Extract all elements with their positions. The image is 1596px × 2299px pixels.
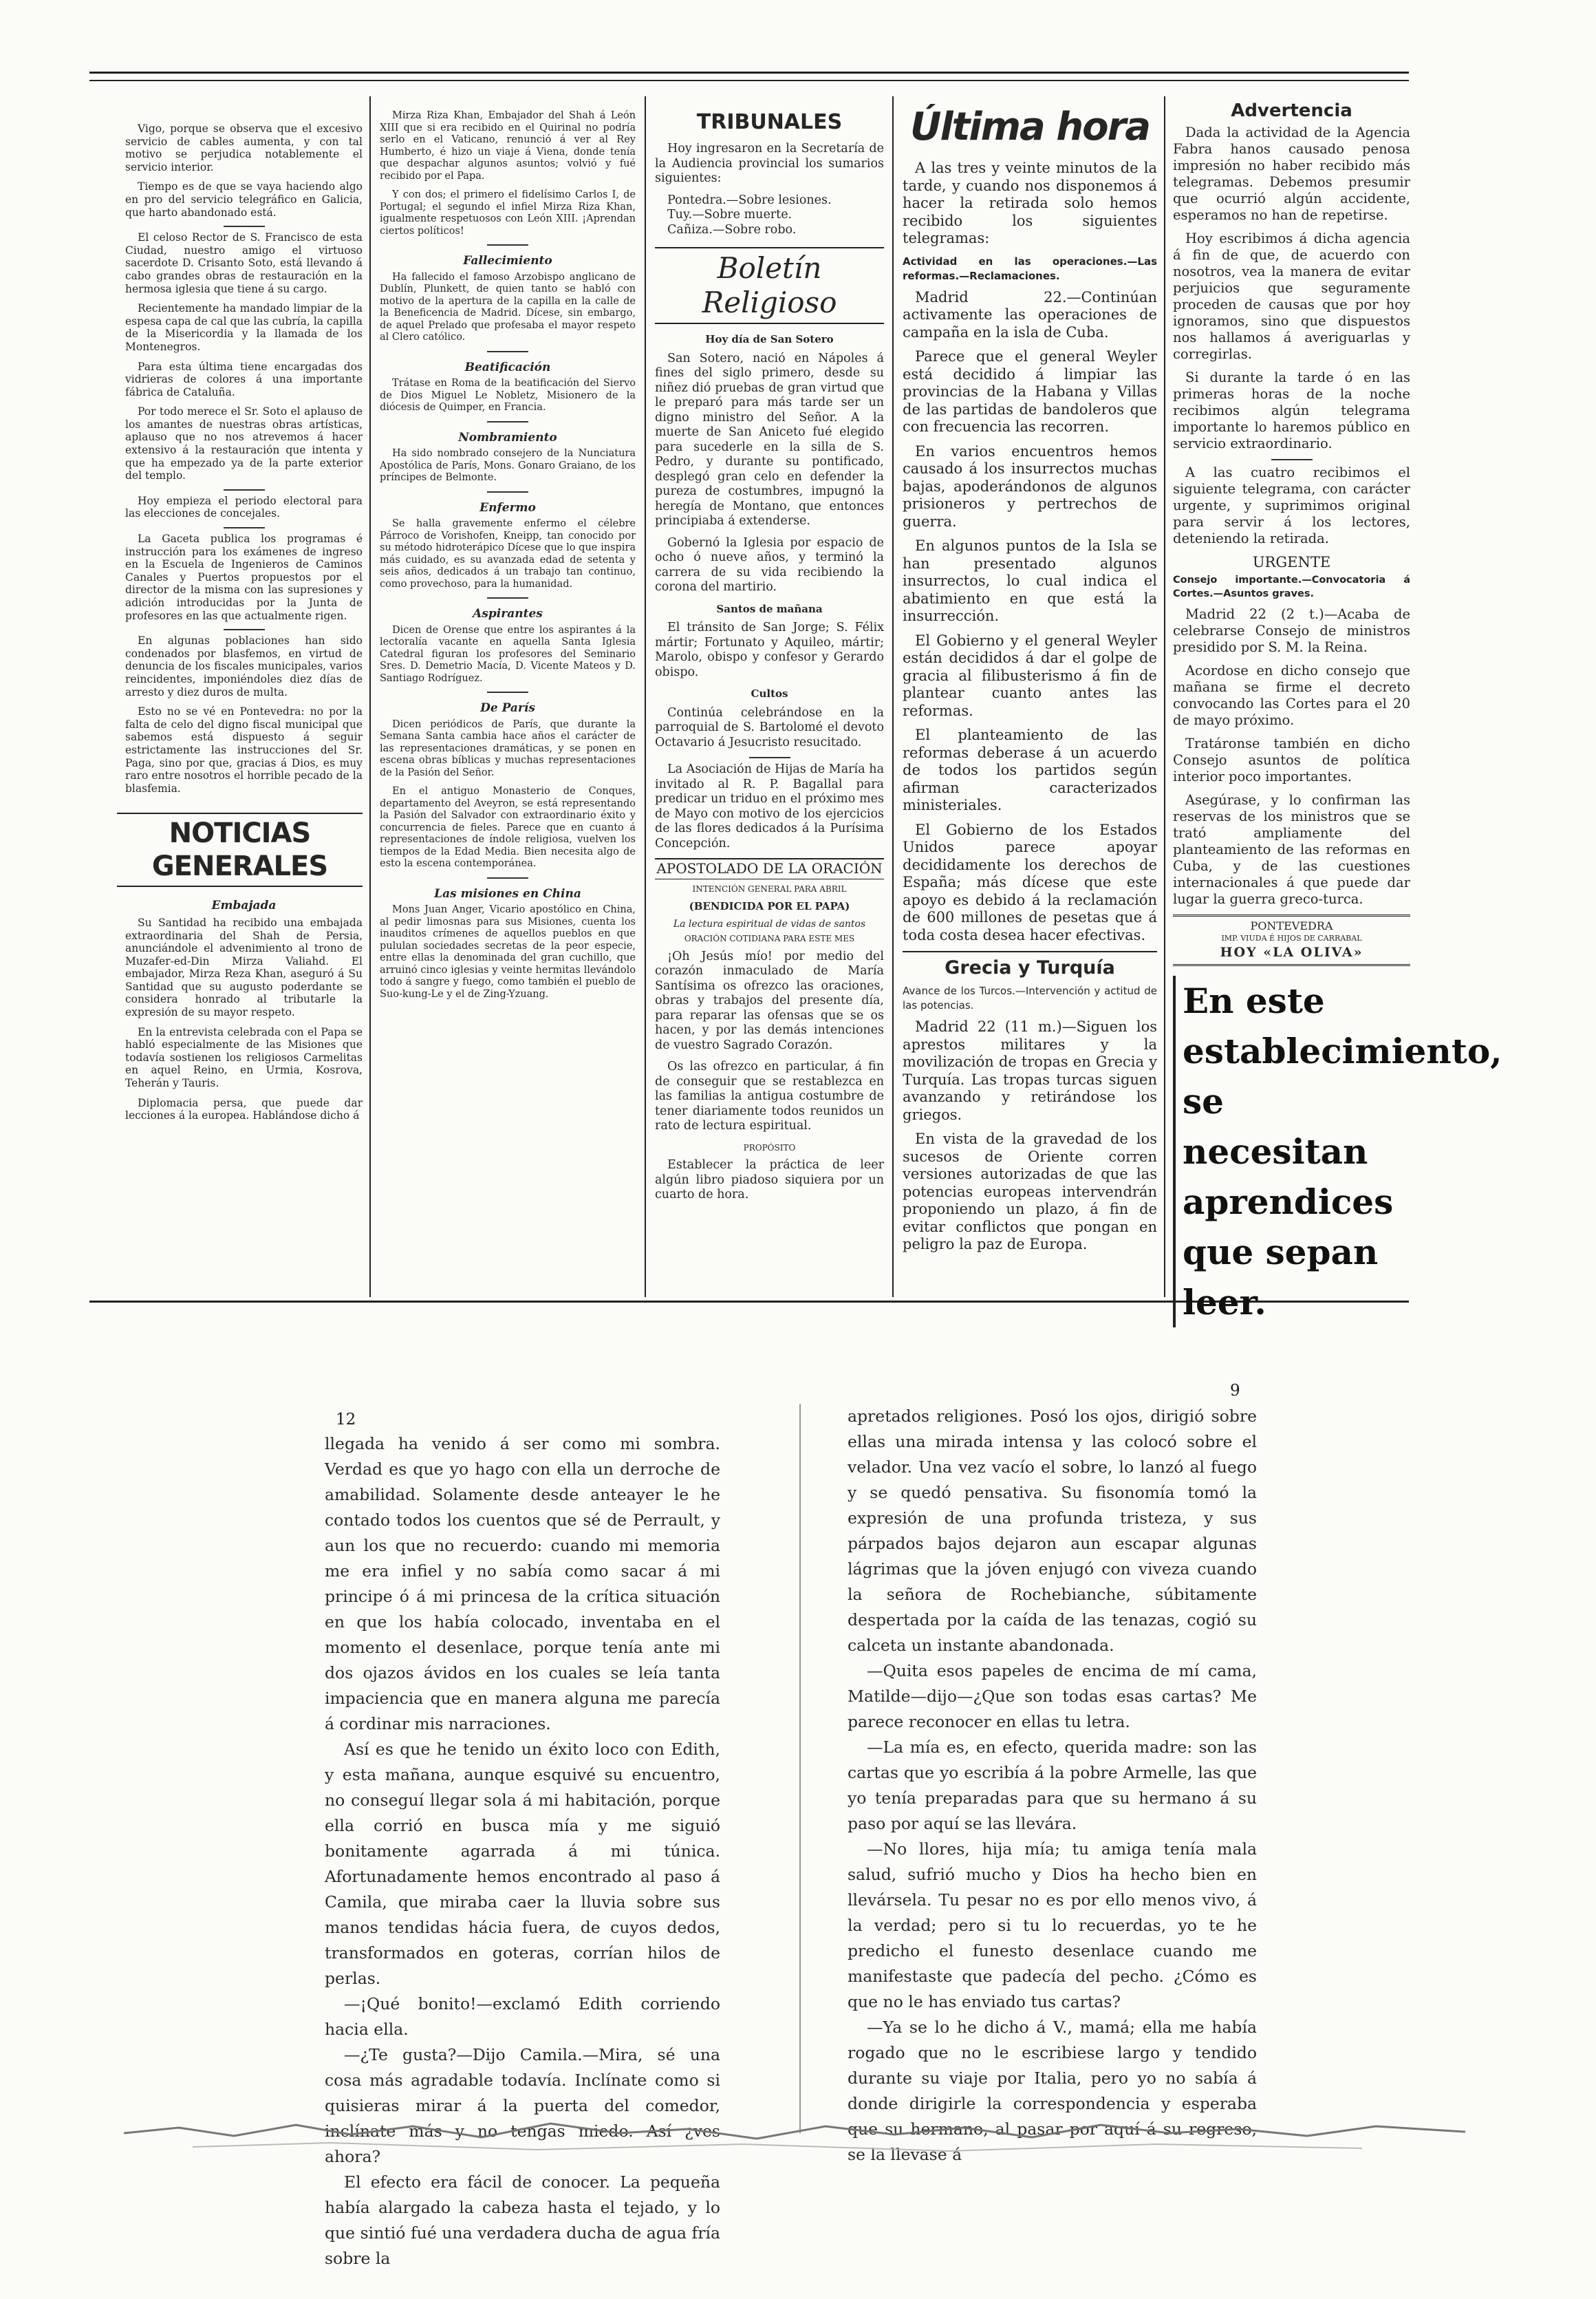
section-title-ultima-hora: Última hora xyxy=(909,105,1150,149)
paragraph: Dicen de Orense que entre los aspirantes á la lectoralía vacante en aquella Santa Iglesia Catedral figuran los profesores del Seminario Sres. D. Demetrio Macía, D. Vicente Mateos y D. Santiago Rodríguez. xyxy=(380,624,636,684)
paragraph: Os las ofrezco en particular, á fin de conseguir que se restablezca en las familias la antigua costumbre de tener diariamente todos reunidos un rato de lectura espiritual. xyxy=(655,1060,884,1133)
separator xyxy=(487,421,528,423)
paragraph: Diplomacia persa, que puede dar lecciones á la europea. Hablándose dicho á xyxy=(125,1096,363,1122)
paragraph: Y con dos; el primero el fidelísimo Carlos I, de Portugal; el segundo el infiel Mirza Riza Khan, igualmente respetuosos con León XIII. ¡Aprendan ciertos políticos! xyxy=(380,189,636,237)
separator xyxy=(1271,459,1313,460)
paragraph: Hoy empieza el periodo electoral para las elecciones de concejales. xyxy=(125,494,363,520)
paragraph: —¿Te gusta?—Dijo Camila.—Mira, sé una cosa más agradable todavía. Inclínate como si quisieras mirar á la puerta del comedor, inclínate más y no tengas miedo. Así ¿ves ahora? xyxy=(325,2045,720,2166)
paragraph: En algunas poblaciones han sido condenados por blasfemos, en virtud de denuncia de los fiscales municipales, varios reincidentes, imponiéndoles diez días de arresto y diez duros de multa. xyxy=(125,634,363,698)
paragraph: —La mía es, en efecto, querida madre: son las cartas que yo escribía á la pobre Armelle, las que yo tenía preparadas para que su hermano á su paso por aquí se las llevára. xyxy=(848,1737,1257,1833)
paragraph: Dicen periódicos de París, que durante la Semana Santa cambia hace años el carácter de las representaciones dramáticas, y se ponen en escena obras bíblicas y muchas representaciones de la Pasión del Señor. xyxy=(380,718,636,778)
top-rule xyxy=(89,72,1409,74)
paragraph: Vigo, porque se observa que el excesivo servicio de cables aumenta, y con tal motivo se perjudica notablemente el servicio interior. xyxy=(125,122,363,173)
list-item: Pontedra.—Sobre lesiones. xyxy=(667,193,832,207)
paragraph: Madrid 22 (2 t.)—Acaba de celebrarse Consejo de ministros presidido por S. M. la Reina. xyxy=(1173,606,1410,655)
page-number-right: 9 xyxy=(1230,1382,1240,1400)
paragraph: El Gobierno y el general Weyler están decididos á dar el golpe de gracia al filibusterismo á fin de plantear cuanto antes las reformas. xyxy=(903,632,1157,719)
paragraph: Así es que he tenido un éxito loco con Edith, y esta mañana, aunque esquivé su encuentro, no conseguí llegar sola á mi habitación, porque ella corrió en busca mía y me siguió bonitamente agarrada á mi túnica. Afortunadamente hemos encontrado al paso á Camila, que miraba caer la lluvia sobre sus manos tendidas hácia fuera, de cuyos dedos, transformados en goteras, corrían hilos de perlas. xyxy=(325,1740,720,1988)
section-title-grecia: Grecia y Turquía xyxy=(903,951,1157,980)
paragraph: A las tres y veinte minutos de la tarde, y cuando nos disponemos á hacer la retirada solo hemos recibido los siguientes telegramas: xyxy=(903,160,1157,246)
paragraph: Mirza Riza Khan, Embajador del Shah á León XIII que si era recibido en el Quirinal no podría serlo en el Vaticano, renunció á ver al Rey Humberto, é hizo un viaje á Viena, donde tenía que despachar algunos asuntos; volvió y fué recibido por el Papa. xyxy=(380,110,636,182)
paragraph: Esto no se vé en Pontevedra: no por la falta de celo del digno fiscal municipal que sabemos está dispuesto á seguir estrictamente las instrucciones del Sr. Paga, sino por que, gracias á Dios, es muy raro entre nosotros el horrible pecado de la blasfemia. xyxy=(125,705,363,795)
separator xyxy=(487,877,528,879)
subheading-small: (BENDICIDA POR EL PAPA) xyxy=(689,900,850,912)
paragraph: La Gaceta publica los programas é instrucción para los exámenes de ingreso en la Escuela de Ingenieros de Caminos Canales y Puertos propuestos por el director de la misma con las supresiones y adición introducidas por la Junta de profesores en las que actualmente rigen. xyxy=(125,533,363,622)
list-item: Cañiza.—Sobre robo. xyxy=(667,222,797,237)
column-divider-2 xyxy=(645,96,646,1297)
top-rule-2 xyxy=(89,80,1409,81)
paragraph: Se halla gravemente enfermo el célebre Párroco de Vorishofen, Kneipp, tan conocido por su método hidroterápico Dícese que lo que inspira más cuidado, es su avanzada edad de setenta y seis años, dedicados á un trabajo tan continuo, como provechoso, para la humanidad. xyxy=(380,518,636,590)
subheading: Santos de mañana xyxy=(716,602,823,615)
summary-line: Avance de los Turcos.—Intervención y actitud de las potencias. xyxy=(903,985,1157,1012)
subheading-small: ORACIÓN COTIDIANA PARA ESTE MES xyxy=(684,934,855,943)
subheading: Beatificación xyxy=(464,360,551,374)
separator xyxy=(749,757,790,758)
section-title-noticias: NOTICIAS GENERALES xyxy=(117,813,363,887)
section-title-tribunales: TRIBUNALES xyxy=(696,110,843,134)
paragraph: llegada ha venido á ser como mi sombra. Verdad es que yo hago con ella un derroche de amabilidad. Solamente desde anteayer le he contado todos los cuentos que sé de Perrault, y aun los que no recuerdo: cuando mi memoria me era infiel y no sabía como sacar á mi principe ó á mi princesa de la crítica situación en que los había colocado, inventaba en el momento el desenlace, porque tenía ante mi dos ojazos ávidos en los cuales se leía tanta impaciencia que en manera alguna me parecía á cordinar mis narraciones. xyxy=(325,1434,720,1733)
subheading-embajada: Embajada xyxy=(211,899,277,913)
column-divider-3 xyxy=(892,96,894,1297)
paragraph: A las cuatro recibimos el siguiente telegrama, con carácter urgente, y suprimimos original para servir á los lectores, deteniendo la retirada. xyxy=(1173,464,1410,546)
paragraph: Hoy escribimos á dicha agencia á fin de que, de acuerdo con nosotros, vea la manera de evitar perjuicios que seguramente proceden de causas que por hoy ignoramos, sino que dispuestos nos hallamos á averiguarlas y corregirlas. xyxy=(1173,231,1410,362)
paragraph: Madrid 22 (11 m.)—Siguen los aprestos militares y la movilización de tropas en Grecia y Turquía. Las tropas turcas siguen avanzando y retirándose los griegos. xyxy=(903,1018,1157,1123)
column-divider-4 xyxy=(1164,96,1165,1297)
subheading: Fallecimiento xyxy=(463,254,552,268)
paragraph: Recientemente ha mandado limpiar de la espesa capa de cal que las cubría, la capilla de la Misericordia y la llamada de los Montenegros. xyxy=(125,302,363,353)
paragraph: Hoy ingresaron en la Secretaría de la Audiencia provincial los sumarios siguientes: xyxy=(655,142,884,185)
paragraph: Para esta última tiene encargadas dos vidrieras de colores á una importante fábrica de Cataluña. xyxy=(125,360,363,398)
separator xyxy=(487,491,528,493)
subheading-small: La lectura espiritual de vidas de santos xyxy=(673,918,866,930)
subheading-small: PROPÓSITO xyxy=(743,1142,796,1153)
column-divider-1 xyxy=(369,96,371,1297)
paragraph: —No llores, hija mía; tu amiga tenía mala salud, sufrió mucho y Dios ha hecho bien en llevársela. Tu pesar no es por ello menos vivo, á la verdad; pero si tu lo recuerdas, yo te he predicho el funesto desenlace cuando me manifestaste que padecía del pecho. ¿Cómo es que no le has enviado tus cartas? xyxy=(848,1839,1257,2011)
paragraph: Continúa celebrándose en la parroquial de S. Bartolomé el devoto Octavario á Jesucristo resucitado. xyxy=(655,705,884,749)
paragraph: En algunos puntos de la Isla se han presentado algunos insurrectos, lo cual indica el abatimiento en que está la insurrección. xyxy=(903,537,1157,624)
column-5 xyxy=(1173,100,1502,1327)
paragraph: El Gobierno de los Estados Unidos parece apoyar decididamente los derechos de España; más dícese que este apoyo es debido á la reclamación de 600 millones de pesetas que á toda costa desea hacer efectivas. xyxy=(903,821,1157,943)
column-3 xyxy=(655,110,884,1210)
subheading-apostolado: APOSTOLADO DE LA ORACIÓN xyxy=(655,858,884,879)
paragraph: Parece que el general Weyler está decidido á limpiar las provincias de la Habana y Villas de las partidas de bandoleros que con frecuencia las recorren. xyxy=(903,348,1157,435)
paragraph: San Sotero, nació en Nápoles á fines del siglo primero, desde su niñez dió pruebas de gran virtud que le preparó para más tarde ser un digno ministro del Señor. A la muerte de San Aniceto fué elegido para sucederle en la silla de S. Pedro, y durante su pontificado, desplegó gran celo en defender la pureza de costumbres, impugnó la heregía de Montano, que entonces principiaba á extenderse. xyxy=(655,351,884,528)
separator xyxy=(487,244,528,246)
book-page-right xyxy=(848,1404,1257,2168)
imprint xyxy=(1173,915,1410,966)
paragraph: El tránsito de San Jorge; S. Félix mártir; Fortunato y Aquileo, mártir; Marolo, obispo y confesor y Gerardo obispo. xyxy=(655,621,884,679)
paragraph: apretados religiones. Posó los ojos, dirigió sobre ellas una mirada intensa y las colocó sobre el velador. Una vez vacío el sobre, lo lanzó al fuego y se quedó pensativa. Su fisonomía tomó la expresión de una profunda tristeza, y sus párpados bajos dejaron aun escapar algunas lágrimas que la jóven enjugó con viveza cuando la señora de Rochebianche, súbitamente despertada por la caída de las tenazas, cogió su calceta un instante abandonada. xyxy=(848,1407,1257,1655)
column-1 xyxy=(125,122,363,1129)
subheading-urgente: URGENTE xyxy=(1252,554,1331,570)
paragraph: En el antiguo Monasterio de Conques, departamento del Aveyron, se está representando la Pasión del Salvador con extraordinario éxito y concurrencia de fieles. Parece que en cuanto á representaciones de índole religiosa, vuelven los tiempos de la Edad Media. Bien necesita algo de esto la escena contemporánea. xyxy=(380,786,636,869)
subheading-small: INTENCIÓN GENERAL PARA ABRIL xyxy=(692,884,847,894)
page-number-left: 12 xyxy=(336,1411,356,1429)
torn-edge xyxy=(124,2092,1465,2174)
paragraph: Dada la actividad de la Agencia Fabra hanos causado penosa impresión no haber recibido más telegramas. Debemos presumir que ocurrió algún accidente, esperamos no han de repetirse. xyxy=(1173,125,1410,223)
paragraph: —Quita esos papeles de encima de mí cama, Matilde—dijo—¿Que son todas esas cartas? Me parece reconocer en ellas tu letra. xyxy=(848,1661,1257,1731)
imprint-city: PONTEVEDRA xyxy=(1250,919,1333,932)
paragraph: Por todo merece el Sr. Soto el aplauso de los amantes de nuestras obras artísticas, aplauso que no nos atrevemos á hacer extensivo á la restauración que intenta y que ha empezado ya de la parte exterior del templo. xyxy=(125,405,363,482)
separator xyxy=(224,629,265,630)
paragraph: Su Santidad ha recibido una embajada extraordinaria del Shah de Persia, anunciándole el advenimiento al trono de Muzafer-ed-Din Mirza Valiahd. El embajador, Mirza Reza Khan, aseguró á Su Santidad que su augusto poderdante se considera honrado al tributarle la expresión de su mayor respeto. xyxy=(125,916,363,1019)
paragraph: Mons Juan Anger, Vicario apostólico en China, al pedir limosnas para sus Misiones, cuenta los inauditos crímenes de aquellos pueblos en que pululan sociedades secretas de la peor especie, entre ellas la denominada del gran cuchillo, que arruinó cinco iglesias y veinte hermitas llevándolo todo á sangre y fuego, como también el pueblo de Suo-kung-Le y el de Zing-Yzuang. xyxy=(380,904,636,1000)
subheading: Las misiones en China xyxy=(434,886,581,901)
separator xyxy=(487,351,528,352)
separator xyxy=(487,692,528,693)
paragraph: Asegúrase, y lo confirman las reservas de los ministros que se trató ampliamente del planteamiento de las reformas en Cuba, y de las cuestiones internacionales á que puede dar lugar la guerra greco-turca. xyxy=(1173,792,1410,907)
paragraph: Madrid 22.—Continúan activamente las operaciones de campaña en la isla de Cuba. xyxy=(903,288,1157,341)
section-title-advertencia: Advertencia xyxy=(1231,100,1352,121)
paragraph: El planteamiento de las reformas deberase á un acuerdo de todos los partidos según afirman caracterizados ministeriales. xyxy=(903,727,1157,813)
list-item: Tuy.—Sobre muerte. xyxy=(667,208,792,222)
subheading: Enfermo xyxy=(479,500,536,515)
paragraph: En vista de la gravedad de los sucesos de Oriente corren versiones autorizadas de que las potencias europeas intervendrán proponiendo un plazo, á fin de evitar conflictos que pongan en peligro la paz de Europa. xyxy=(903,1131,1157,1252)
paragraph: Ha fallecido el famoso Arzobispo anglicano de Dublín, Plunkett, de quien tanto se habló con motivo de la apertura de la capilla en la calle de la Beneficencia de Madrid. Dícese, sin embargo, de aquel Prelado que profesaba el mayor respeto al Clero católico. xyxy=(380,271,636,343)
separator xyxy=(224,489,265,491)
paragraph: —¡Qué bonito!—exclamó Edith corriendo hacia ella. xyxy=(325,1994,720,2039)
section-title-boletin: Boletín Religioso xyxy=(655,247,884,324)
subheading: Hoy día de San Sotero xyxy=(705,333,834,345)
separator xyxy=(224,527,265,528)
paragraph: El efecto era fácil de conocer. La pequeña había alargado la cabeza hasta el tejado, y lo que sintió fué una verdadera ducha de agua fría sobre la xyxy=(325,2172,720,2268)
subheading: Cultos xyxy=(751,687,788,700)
paragraph: Tratáronse también en dicho Consejo asuntos de política interior poco importantes. xyxy=(1173,736,1410,784)
paragraph: Si durante la tarde ó en las primeras horas de la noche recibimos algún telegrama importante lo haremos público en servicio extraordinario. xyxy=(1173,370,1410,451)
paragraph: ¡Oh Jesús mío! por medio del corazón inmaculado de María Santísima os ofrezco las oraciones, obras y trabajos del presente día, para reparar las ofensas que se os hacen, y por las demás intenciones de vuestro Sagrado Corazón. xyxy=(655,949,884,1052)
paragraph: Tiempo es de que se vaya haciendo algo en pro del servicio telegráfico en Galicia, que harto abandonado está. xyxy=(125,180,363,219)
advertisement: En este establecimiento, se necesitan aprendices que sepan leer. xyxy=(1173,976,1410,1327)
subheading: Nombramiento xyxy=(458,430,557,445)
paragraph: Establecer la práctica de leer algún libro piadoso siquiera por un cuarto de hora. xyxy=(655,1158,884,1201)
paragraph: La Asociación de Hijas de María ha invitado al R. P. Bagallal para predicar un triduo en el próximo mes de Mayo con motivo de los ejercicios de las flores dedicados á la Purísima Concepción. xyxy=(655,762,884,851)
separator xyxy=(487,597,528,599)
imprint-name: HOY «LA OLIVA» xyxy=(1173,943,1410,966)
column-4 xyxy=(903,103,1157,1261)
book-spine xyxy=(799,1404,801,2133)
separator xyxy=(224,226,265,227)
paragraph: Acordose en dicho consejo que mañana se firme el decreto convocando las Cortes para el 20 de mayo próximo. xyxy=(1173,663,1410,728)
paragraph: En la entrevista celebrada con el Papa se habló especialmente de las Misiones que todavía sostienen los religiosos Carmelitas en aquel Reino, en Urmia, Kosrova, Teherán y Tauris. xyxy=(125,1025,363,1090)
paragraph: Ha sido nombrado consejero de la Nunciatura Apostólica de París, Mons. Gonaro Graiano, de los príncipes de Belmonte. xyxy=(380,448,636,483)
paragraph: Trátase en Roma de la beatificación del Siervo de Dios Miguel Le Nobletz, Misionero de la diócesis de Quimper, en Francia. xyxy=(380,378,636,413)
paragraph: En varios encuentros hemos causado á los insurrectos muchas bajas, apoderándonos de algunos prisioneros y pertrechos de guerra. xyxy=(903,442,1157,530)
summary-line: Consejo importante.—Convocatoria á Cortes.—Asuntos graves. xyxy=(1173,575,1410,599)
imprint-line: IMP. VIUDA É HIJOS DE CARRABAL xyxy=(1221,934,1362,943)
subheading: De París xyxy=(480,701,535,715)
paragraph: Gobernó la Iglesia por espacio de ocho ó nueve años, y terminó la carrera de su vida recibiendo la corona del martirio. xyxy=(655,535,884,594)
paragraph: —Ya se lo he dicho á V., mamá; ella me había rogado que no le escribiese largo y tendido durante su viaje por Italia, pero yo no sabía á donde dirigirle la correspondencia y esperaba que su hermano, al pasar por aquí á su regreso, se la llevase á xyxy=(848,2018,1257,2164)
summary-line: Actividad en las operaciones.—Las reformas.—Reclamaciones. xyxy=(903,255,1157,282)
subheading: Aspirantes xyxy=(473,607,543,621)
column-2 xyxy=(380,110,636,1007)
paragraph: El celoso Rector de S. Francisco de esta Ciudad, nuestro amigo el virtuoso sacerdote D. Crisanto Soto, está llevando á cabo grandes obras de restauración en la hermosa iglesia que tiene á su cargo. xyxy=(125,231,363,295)
